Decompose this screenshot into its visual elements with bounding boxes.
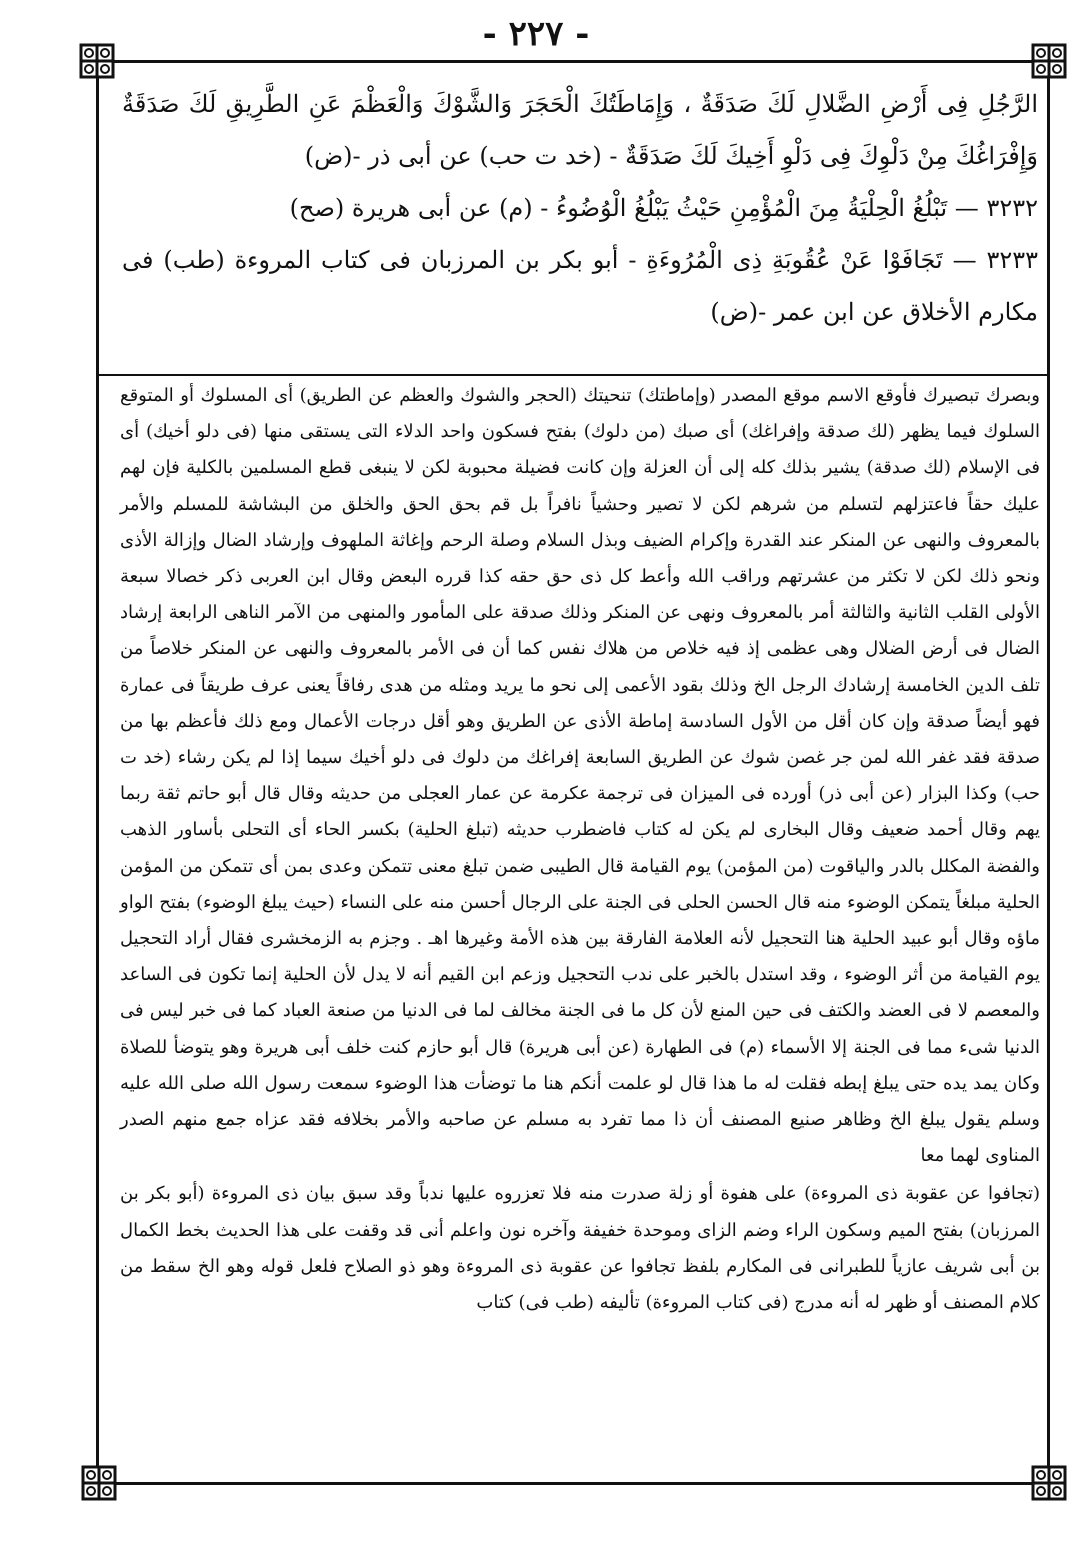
hadith-main-text bbox=[122, 78, 1038, 368]
hadith-3232: ٣٢٣٢ — تَبْلُغُ الْحِلْيَةُ مِنَ الْمُؤْمِنِ حَيْثُ يَبْلُغُ الْوُضُوءُ - (م) عن أبى هريرة (صح) bbox=[289, 194, 1038, 222]
frame-top-border bbox=[112, 60, 1032, 63]
commentary-text bbox=[120, 378, 1040, 1478]
frame-left-border bbox=[96, 78, 99, 1466]
commentary-paragraph: (تجافوا عن عقوبة ذى المروءة) على هفوة أو زلة صدرت منه فلا تعزروه عليها ندباً وقد سبق بيان ذى المروءة (أبو بكر بن المرزبان) بفتح الميم وسكون الراء وضم الزاى وموحدة خفيفة وآخره نون واعلم أنى قد وقفت على هذا الحديث بخط الكمال بن أبى شريف عازياً للطبرانى فى المكارم بلفظ تجافوا عن عقوبة ذى المروءة وهو ذو الصلاح فلعل قوله وهو الخ سقط من كلام المصنف أو ظهر له أنه مدرج (فى كتاب المروءة) تأليفه (طب فى) كتاب bbox=[120, 1183, 1040, 1314]
hadith-3233: ٣٢٣٣ — تَجَافَوْا عَنْ عُقُوبَةِ ذِى الْمُرُوءَةِ - أبو بكر بن المرزبان فى كتاب المروءة (طب) فى مكارم الأخلاق عن ابن عمر -(ض) bbox=[122, 246, 1038, 326]
hadith-3231-continued: الرَّجُلِ فِى أَرْضِ الضَّلالِ لَكَ صَدَقَةٌ ، وَإِمَاطَتُكَ الْحَجَرَ وَالشَّوْكَ وَالْعَظْمَ عَنِ الطَّرِيقِ لَكَ صَدَقَةٌ وَإِفْرَاغُكَ مِنْ دَلْوِكَ فِى دَلْوِ أَخِيكَ لَكَ صَدَقَةٌ - (خد ت حب) عن أبى ذر -(ض) bbox=[122, 90, 1038, 170]
section-divider bbox=[98, 374, 1048, 376]
page-number: - ٢٢٧ - bbox=[482, 14, 590, 54]
frame-bottom-border bbox=[114, 1482, 1032, 1485]
corner-ornament-icon bbox=[80, 1464, 118, 1502]
frame-right-border bbox=[1047, 78, 1050, 1466]
corner-ornament-icon bbox=[78, 42, 116, 80]
commentary-paragraph: وبصرك تبصيرك فأوقع الاسم موقع المصدر (وإماطتك) تنحيتك (الحجر والشوك والعظم عن الطريق) أى المسلوك أو المتوقع السلوك فيما يظهر (لك صدقة وإفراغك) أى صبك (من دلوك) بفتح فسكون واحد الدلاء التى يستقى منها (فى دلو أخيك) أى فى الإسلام (لك صدقة) يشير بذلك كله إلى أن العزلة وإن كانت فضيلة محبوبة لكن لا ينبغى قطع المسلمين بالكلية فإن لهم عليك حقاً فاعتزلهم لتسلم من شرهم لكن لا تصير وحشياً نافراً بل قم بحق الحق والخلق من البشاشة للمسلم والأمر بالمعروف والنهى عن المنكر عند القدرة وإكرام الضيف وبذل السلام وصلة الرحم وإغاثة الملهوف وإرشاد الضال وإزالة الأذى ونحو ذلك لكن لا تكثر من عشرتهم وراقب الله وأعط كل ذى حق حقه كذا قرره البعض وقال ابن العربى ذكر خصالا سبعة الأولى القلب الثانية والثالثة أمر بالمعروف ونهى عن المنكر وذلك صدقة على المأمور والمنهى من الآمر الناهى الرابعة إرشاد الضال فى أرض الضلال وهى عظمى إذ فيه خلاص من هلاك نفس كما أن فى الأمر بالمعروف والنهى عن المنكر خلاصاً من تلف الدين الخامسة إرشادك الرجل الخ وذلك بقود الأعمى إلى نحو ما يريد ومثله من هدى رفاقاً يعنى عرف طريقاً فى عمارة فهو أيضاً صدقة وإن كان أقل من الأول السادسة إماطة الأذى عن الطريق وهو أقل درجات الأعمال ومع ذلك فأعظم بها من صدقة فقد غفر الله لمن جر غصن شوك عن الطريق السابعة إفراغك من دلوك فى دلو أخيك سيما إذا لم يكن رشاء (خد ت حب) وكذا البزار (عن أبى ذر) أورده فى الميزان فى ترجمة عكرمة عن عمار العجلى من حديثه وقال قال أبو حاتم ثقة ربما يهم وقال أحمد ضعيف وقال البخارى لم يكن له كتاب فاضطرب حديثه (تبلغ الحلية) بكسر الحاء أى التحلى بأساور الذهب والفضة المكلل بالدر والياقوت (من المؤمن) يوم القيامة قال الطيبى ضمن تبلغ معنى تتمكن وعدى بمن أى تتمكن من المؤمن الحلية مبلغاً يتمكن الوضوء منه قال الحسن الحلى فى الجنة على الرجال أحسن منه على النساء (حيث يبلغ الوضوء) بفتح الواو ماؤه وقال أبو عبيد الحلية هنا التحجيل لأنه العلامة الفارقة بين هذه الأمة وغيرها اهـ . وجزم به الزمخشرى فقال أراد التحجيل يوم القيامة من أثر الوضوء ، وقد استدل بالخبر على ندب التحجيل وزعم ابن القيم أنه لا يدل لأن الحلية إنما تكون فى الساعد والمعصم لا فى العضد والكتف فى حين المنع لأن كل ما فى الجنة مخالف لما فى الدنيا من صنعة العباد كما فى خبر ليس فى الدنيا شىء مما فى الجنة إلا الأسماء (م) فى الطهارة (عن أبى هريرة) قال أبو حازم كنت خلف أبى هريرة وهو يتوضأ للصلاة وكان يمد يده حتى يبلغ إبطه فقلت له ما هذا قال لو علمت أنكم هنا ما توضأت هذا الوضوء سمعت رسول الله صلى الله عليه وسلم يقول يبلغ الخ وظاهر صنيع المصنف أن ذا مما تفرد به مسلم عن صاحبه والأمر بخلافه فقد عزاه جمع منهم الصدر المناوى لهما معا bbox=[120, 385, 1041, 1167]
corner-ornament-icon bbox=[1030, 42, 1068, 80]
